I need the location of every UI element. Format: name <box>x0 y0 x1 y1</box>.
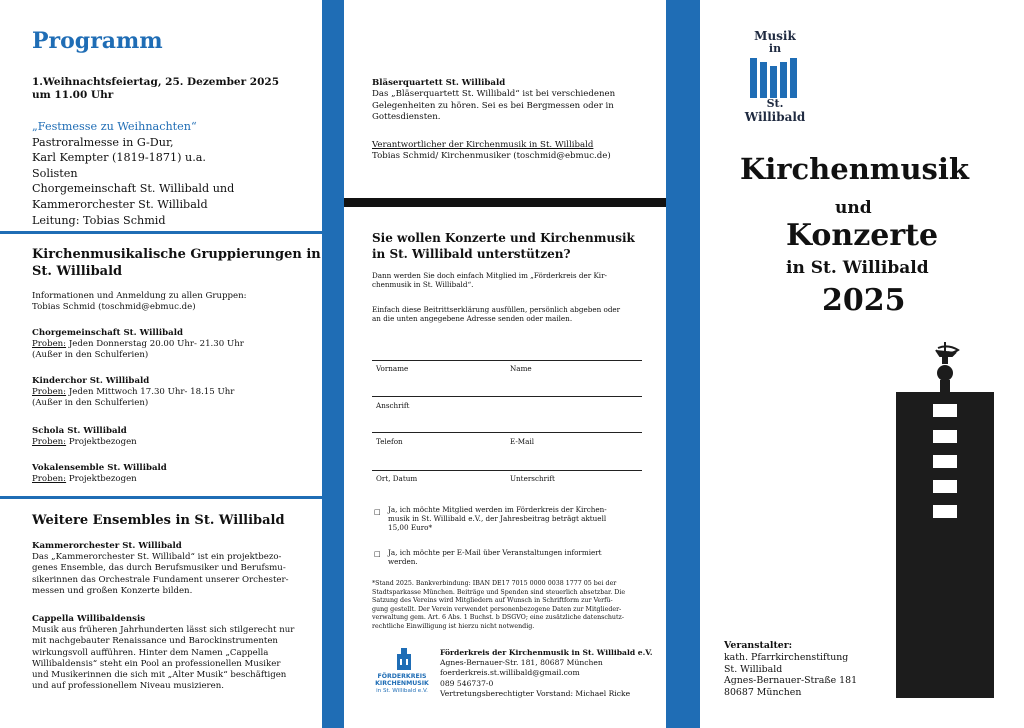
ensemble-1: Kammerorchester St. Willibald Das „Kammerorchester St. Willibald“ ist ein projektbezo- genes Ensemble, das durch Berufsmusiker und Berufsmu- sikerinnen das Orchestrale Fundament unserer Orchester- messen und großen Konzerte bilden. <box>32 541 289 596</box>
divider-2 <box>0 496 322 499</box>
group-item: Chorgemeinschaft St. Willibald Proben: Jeden Donnerstag 20.00 Uhr- 21.30 Uhr (Außer in den Schulferien) <box>32 328 244 360</box>
support-heading: Sie wollen Konzerte und Kirchenmusik in St. Willibald unterstützen? <box>372 231 635 261</box>
membership-checkbox[interactable]: □ <box>374 507 381 516</box>
form-label-name: Name <box>510 364 532 373</box>
groups-info: Informationen und Anmeldung zu allen Gruppen: Tobias Schmid (toschmid@ebmuc.de) <box>32 291 247 312</box>
form-line-3 <box>372 432 642 433</box>
church-logo-icon <box>391 648 417 670</box>
form-line-2 <box>372 396 642 397</box>
foerderkreis-logo-text: FÖRDERKREIS KIRCHENMUSIK in St. Willibald e.V. <box>375 673 429 694</box>
membership-text: Ja, ich möchte Mitglied werden im Förderkreis der Kirchen- musik in St. Willibald e.V., der Jahresbeitrag beträgt aktuell 15,00 Euro* <box>388 505 607 533</box>
church-tower-icon <box>896 342 996 698</box>
responsible: Verantwortlicher der Kirchenmusik in St. Willibald Tobias Schmid/ Kirchenmusiker (toschmid@ebmuc.de) <box>372 140 611 162</box>
title-location: in St. Willibald <box>786 258 929 278</box>
right-blue-bar <box>666 0 700 728</box>
organizer: Veranstalter: kath. Pfarrkirchenstiftung St. Willibald Agnes-Bernauer-Straße 181 80687 München <box>724 640 858 699</box>
mass-title: „Festmesse zu Weihnachten“ <box>32 120 197 133</box>
email-text: Ja, ich möchte per E-Mail über Veranstaltungen informiert werden. <box>388 548 602 567</box>
foerderkreis-address: Förderkreis der Kirchenmusik in St. Willibald e.V. Agnes-Bernauer-Str. 181, 80687 München foerderkreis.st.willibald@gmail.com 089 546737-0 Vertretungsberechtigter Vorstand: Michael Ricke <box>440 648 653 698</box>
brass-quartet: Bläserquartett St. Willibald Das „Bläserquartett St. Willibald“ ist bei verschiedenen Gelegenheiten zu hören. Sei es bei Bergmessen oder in Gottesdiensten. <box>372 78 616 123</box>
ensembles-heading: Weitere Ensembles in St. Willibald <box>32 513 285 528</box>
form-label-unterschrift: Unterschrift <box>510 474 555 483</box>
form-line-4 <box>372 470 642 471</box>
title-und: und <box>835 198 872 218</box>
organ-pipes-icon <box>750 56 800 100</box>
footnote: *Stand 2025. Bankverbindung: IBAN DE17 7015 0000 0038 1777 05 bei der Stadtsparkasse München. Beiträge und Spenden sind steuerlich absetzbar. Die Satzung des Vereins wird Mitgliedern auf Wunsch in Schriftform zur Verfü- gung gestellt. Der Verein verwendet personenbezogene Daten zur Mitglieder- verwaltung gem. Art. 6 Abs. 1 Buchst. b DSGVO; eine zusätzliche datenschutz- rechtliche Einwilligung ist hierzu nicht notwendig. <box>372 580 626 630</box>
support-text-2: Einfach diese Beitrittserklärung ausfüllen, persönlich abgeben oder an die unten angegebene Adresse senden oder mailen. <box>372 305 621 324</box>
concert-date: 1.Weihnachtsfeiertag, 25. Dezember 2025 um 11.00 Uhr <box>32 76 280 102</box>
programm-heading: Programm <box>32 28 163 54</box>
title-year: 2025 <box>822 283 906 318</box>
title-konzerte: Konzerte <box>786 218 939 253</box>
left-blue-bar <box>322 0 344 728</box>
group-item: Vokalensemble St. Willibald Proben: Projektbezogen <box>32 463 167 484</box>
form-label-telefon: Telefon <box>376 437 403 446</box>
divider-1 <box>0 231 322 234</box>
middle-divider <box>344 198 666 207</box>
form-label-email: E-Mail <box>510 437 535 446</box>
title-kirchenmusik: Kirchenmusik <box>740 152 969 186</box>
form-line-1 <box>372 360 642 361</box>
musik-logo: Musik in St. Willibald <box>744 29 806 124</box>
form-label-ort-datum: Ort, Datum <box>376 474 418 483</box>
group-item: Kinderchor St. Willibald Proben: Jeden Mittwoch 17.30 Uhr- 18.15 Uhr (Außer in den Schulferien) <box>32 376 235 408</box>
groups-heading: Kirchenmusikalische Gruppierungen in St. Willibald <box>32 247 321 279</box>
email-checkbox[interactable]: □ <box>374 549 381 558</box>
group-item: Schola St. Willibald Proben: Projektbezogen <box>32 426 137 447</box>
ensemble-2: Cappella Willibaldensis Musik aus früheren Jahrhunderten lässt sich stilgerecht nur mit nachgebauter Renaissance und Barockinstrumenten wirkungsvoll aufführen. Hinter dem Namen „Cappella Willibaldensis“ steht ein Pool an professionellen Musiker und Musikerinnen die sich mit „Alter Musik“ beschäftigen und auf professionellem Niveau musizieren. <box>32 614 295 692</box>
support-text-1: Dann werden Sie doch einfach Mitglied im „Förderkreis der Kir- chenmusik in St. Willibald“. <box>372 271 607 290</box>
group-list <box>32 328 317 485</box>
form-label-vorname: Vorname <box>376 364 409 373</box>
mass-program: „Festmesse zu Weihnachten“ Pastroralmesse in G-Dur, Karl Kempter (1819-1871) u.a. Solisten Chorgemeinschaft St. Willibald und Kammerorchester St. Willibald Leitung: Tobias Schmid <box>32 120 235 227</box>
form-label-anschrift: Anschrift <box>376 401 410 410</box>
